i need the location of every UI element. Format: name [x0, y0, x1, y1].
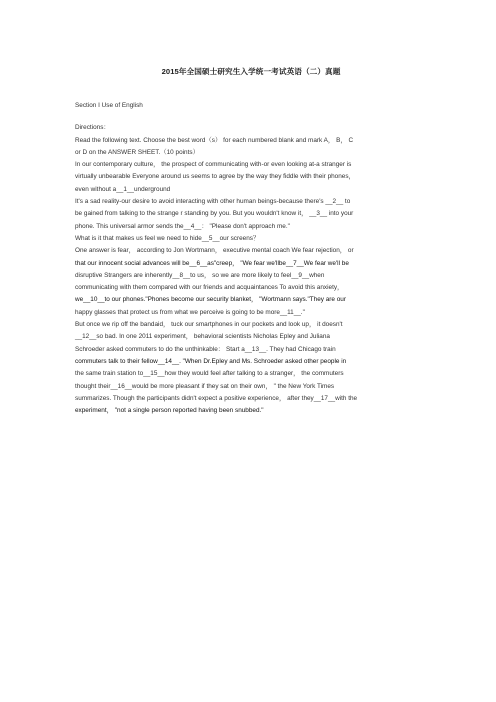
text-line: the same train station to__15__how they would feel after talking to a stranger， the commuters	[75, 370, 344, 378]
text-line: Schroeder asked commuters to do the unthinkable： Start a__13__. They had Chicago train	[75, 345, 336, 353]
text-line: Read the following text. Choose the best word（s） for each numbered blank and mark A， B， C	[75, 136, 354, 144]
text-line: or D on the ANSWER SHEET.（10 points）	[75, 148, 199, 156]
text-line: communicating with them compared with our friends and acquaintances To avoid this anxiety，	[75, 284, 344, 292]
section-heading: Section I Use of English	[75, 102, 143, 109]
paragraph-1	[75, 159, 427, 196]
paragraph-2	[75, 196, 427, 233]
text-line: disruptive Strangers are inherently__8__to us， so we are more likely to feel__9__when	[75, 271, 325, 279]
document-title: 2015年全国硕士研究生入学统一考试英语（二）真题	[161, 67, 341, 76]
instructions-paragraph	[75, 135, 427, 160]
paragraph-5	[75, 319, 427, 417]
paragraph-3	[75, 233, 427, 245]
document-page	[75, 66, 427, 417]
text-line: thought their__16__would be more pleasant if they sat on their own， " the New York Times	[75, 382, 335, 390]
text-line: experiment， "not a single person reported having been snubbed."	[75, 407, 264, 415]
paragraph-4	[75, 245, 427, 319]
text-line: commuters talk to their fellow__14__. "When Dr.Epley and Ms. Schroeder asked other people in	[75, 357, 347, 365]
text-line: In our contemporary culture， the prospect of communicating with-or even looking at-a stranger is	[75, 161, 352, 169]
text-line: virtually unbearable Everyone around us seems to agree by the way they fiddle with their phones，	[75, 173, 355, 181]
directions-label: Directions：	[75, 124, 110, 132]
text-line: One answer is fear， according to Jon Wortmann， executive mental coach We fear rejection， or	[75, 247, 354, 255]
text-line: that our innocent social advances will be__6__as"creep， "We fear we'llbe__7__We fear we'll be	[75, 259, 349, 267]
text-line: we__10__to our phones."Phones become our security blanket， "Wortmann says."They are our	[75, 296, 346, 304]
text-line: phone. This universal armor sends the__4__： "Please don't approach me."	[75, 222, 290, 230]
text-line: What is it that makes us feel we need to hide__5__our screens？	[75, 234, 260, 242]
text-line: be gained from talking to the strange r standing by you. But you wouldn't know it， __3__ into your	[75, 210, 354, 218]
text-line: happy glasses that protect us from what we perceive is going to be more__11__."	[75, 308, 305, 316]
text-line: But once we rip off the bandaid， tuck our smartphones in our pockets and look up， it doesn't	[75, 321, 343, 329]
text-line: __12__so bad. In one 2011 experiment， behavioral scientists Nicholas Epley and Juliana	[75, 333, 330, 341]
text-line: summarizes. Though the participants didn't expect a positive experience， after they__17__with the	[75, 394, 358, 402]
text-line: It's a sad reality-our desire to avoid interacting with other human beings-because there's __2__ to	[75, 198, 351, 206]
text-line: even without a__1__underground	[75, 185, 171, 193]
